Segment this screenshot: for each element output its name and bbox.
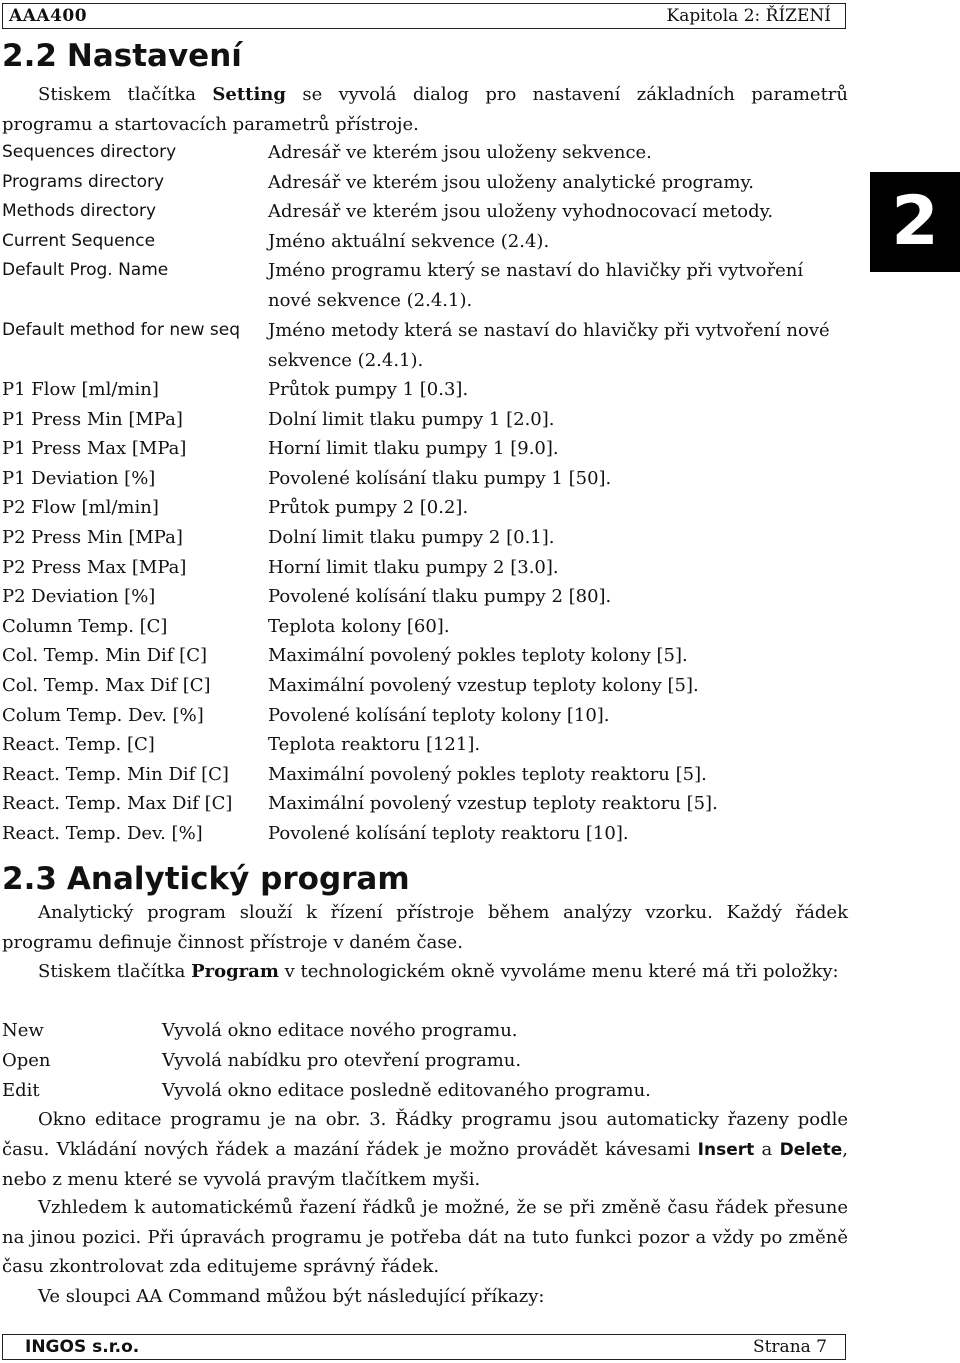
section-number: 2.2 [2, 38, 57, 74]
definition-term: Col. Temp. Min Dif [C] [2, 645, 207, 666]
definition-term: React. Temp. [C] [2, 734, 155, 755]
section-number: 2.3 [2, 861, 57, 897]
definition-description: Dolní limit tlaku pumpy 2 [0.1]. [268, 527, 555, 548]
definition-description: Teplota reaktoru [121]. [268, 734, 481, 755]
definition-description: Horní limit tlaku pumpy 1 [9.0]. [268, 438, 559, 459]
definition-term: Column Temp. [C] [2, 616, 168, 637]
definition-term: P1 Deviation [%] [2, 468, 156, 489]
definition-description: Povolené kolísání teploty kolony [10]. [268, 705, 610, 726]
section-title: Analytický program [66, 861, 410, 897]
page-header [2, 3, 846, 29]
definition-description: Maximální povolený pokles teploty reaktoru [5]. [268, 764, 707, 785]
insert-key-name: Insert [697, 1139, 755, 1160]
definition-term: P1 Flow [ml/min] [2, 379, 159, 400]
paragraph-text: Vzhledem k automatickémů řazení řádků je možné, že se při změně času řádek přesune na jinou pozici. Při úpravách programu je potřeba dát na tuto funkci pozor a vždy po změně času zkontrolovat zda editujeme správný řádek. [2, 1197, 848, 1278]
definition-description: Průtok pumpy 1 [0.3]. [268, 379, 469, 400]
chapter-tab: 2 [870, 172, 960, 272]
definition-description: Maximální povolený vzestup teploty kolony [5]. [268, 675, 699, 696]
paragraph-text: Ve sloupci AA Command můžou být následující příkazy: [38, 1286, 545, 1307]
definition-description: Jméno programu který se nastaví do hlavičky při vytvoření nové sekvence (2.4.1). [268, 260, 804, 311]
definition-description: Jméno metody která se nastaví do hlavičky při vytvoření nové sekvence (2.4.1). [268, 320, 830, 371]
section-heading-analyticky-program [2, 859, 410, 899]
intro-text-rest: se vyvolá dialog pro nastavení základních parametrů programu a startovacích parametrů přístroje. [2, 84, 848, 135]
intro-text: Stiskem tlačítka [38, 84, 213, 105]
paragraph-text-joiner: a [754, 1138, 780, 1160]
definition-description: Adresář ve kterém jsou uloženy sekvence. [268, 142, 652, 163]
program-button-name: Program [191, 961, 279, 982]
definition-description: Horní limit tlaku pumpy 2 [3.0]. [268, 557, 559, 578]
definition-term: Col. Temp. Max Dif [C] [2, 675, 211, 696]
definition-term: Methods directory [2, 201, 157, 221]
definition-description: Maximální povolený vzestup teploty reaktoru [5]. [268, 793, 718, 814]
definition-term: P1 Press Max [MPa] [2, 438, 187, 459]
definition-description: Maximální povolený pokles teploty kolony [5]. [268, 645, 688, 666]
program-intro-paragraph [2, 898, 848, 957]
setting-button-name: Setting [212, 84, 286, 105]
definition-term: P2 Press Min [MPa] [2, 527, 183, 548]
definition-description: Adresář ve kterém jsou uloženy vyhodnocovací metody. [268, 201, 774, 222]
definition-description: Adresář ve kterém jsou uloženy analytické programy. [268, 172, 754, 193]
definition-description: Vyvolá okno editace nového programu. [162, 1020, 518, 1041]
paragraph-text-rest: v technologickém okně vyvoláme menu které má tři položky: [278, 961, 839, 982]
definition-term: P2 Press Max [MPa] [2, 557, 187, 578]
delete-key-name: Delete [779, 1139, 843, 1160]
definition-term: Colum Temp. Dev. [%] [2, 705, 204, 726]
header-doc-code: AAA400 [9, 6, 88, 26]
header-chapter: Kapitola 2: ŘÍZENÍ [666, 6, 831, 26]
definition-description: Vyvolá nabídku pro otevření programu. [162, 1050, 522, 1071]
editor-paragraph [2, 1105, 848, 1195]
definition-description: Teplota kolony [60]. [268, 616, 450, 637]
definition-term: React. Temp. Dev. [%] [2, 823, 203, 844]
definition-description: Povolené kolísání tlaku pumpy 2 [80]. [268, 586, 612, 607]
footer-company: INGOS s.r.o. [25, 1337, 140, 1357]
section-heading-nastaveni [2, 36, 242, 76]
section-title: Nastavení [66, 38, 242, 74]
page-footer [2, 1334, 846, 1360]
definition-term: React. Temp. Min Dif [C] [2, 764, 229, 785]
definition-term: New [2, 1020, 44, 1041]
definition-term: Sequences directory [2, 142, 177, 162]
definition-description: Dolní limit tlaku pumpy 1 [2.0]. [268, 409, 555, 430]
definition-term: Default Prog. Name [2, 260, 169, 280]
footer-page-number: Strana 7 [752, 1337, 827, 1357]
definition-term: Current Sequence [2, 231, 156, 251]
definition-term: React. Temp. Max Dif [C] [2, 793, 233, 814]
program-menu-paragraph [2, 957, 848, 987]
definition-description: Povolené kolísání teploty reaktoru [10]. [268, 823, 629, 844]
paragraph-text: Analytický program slouží k řízení přístroje během analýzy vzorku. Každý řádek programu definuje činnost přístroje v daném čase. [2, 902, 848, 953]
definition-description: Vyvolá okno editace posledně editovaného programu. [162, 1080, 651, 1101]
definition-description: Povolené kolísání tlaku pumpy 1 [50]. [268, 468, 612, 489]
definition-term: Programs directory [2, 172, 165, 192]
definition-term: P1 Press Min [MPa] [2, 409, 183, 430]
paragraph-text: Stiskem tlačítka [38, 961, 192, 982]
definition-term: Open [2, 1050, 51, 1071]
paragraph-text: Okno editace programu je na obr. 3. Řádky programu jsou automaticky řazeny podle času. Vkládání nových řádek a mazání řádek je možno provádět kávesami [2, 1109, 848, 1160]
definition-term: Default method for new seq [2, 320, 240, 340]
definition-term: P2 Deviation [%] [2, 586, 156, 607]
definition-term: Edit [2, 1080, 40, 1101]
definition-description: Průtok pumpy 2 [0.2]. [268, 497, 469, 518]
sorting-note-paragraph [2, 1193, 848, 1282]
aa-command-intro-paragraph [2, 1282, 848, 1312]
setting-intro-paragraph [2, 80, 848, 139]
definition-description: Jméno aktuální sekvence (2.4). [268, 231, 550, 252]
paragraph-text-rest: , nebo z menu které se vyvolá pravým tlačítkem myši. [2, 1138, 848, 1191]
definition-term: P2 Flow [ml/min] [2, 497, 159, 518]
